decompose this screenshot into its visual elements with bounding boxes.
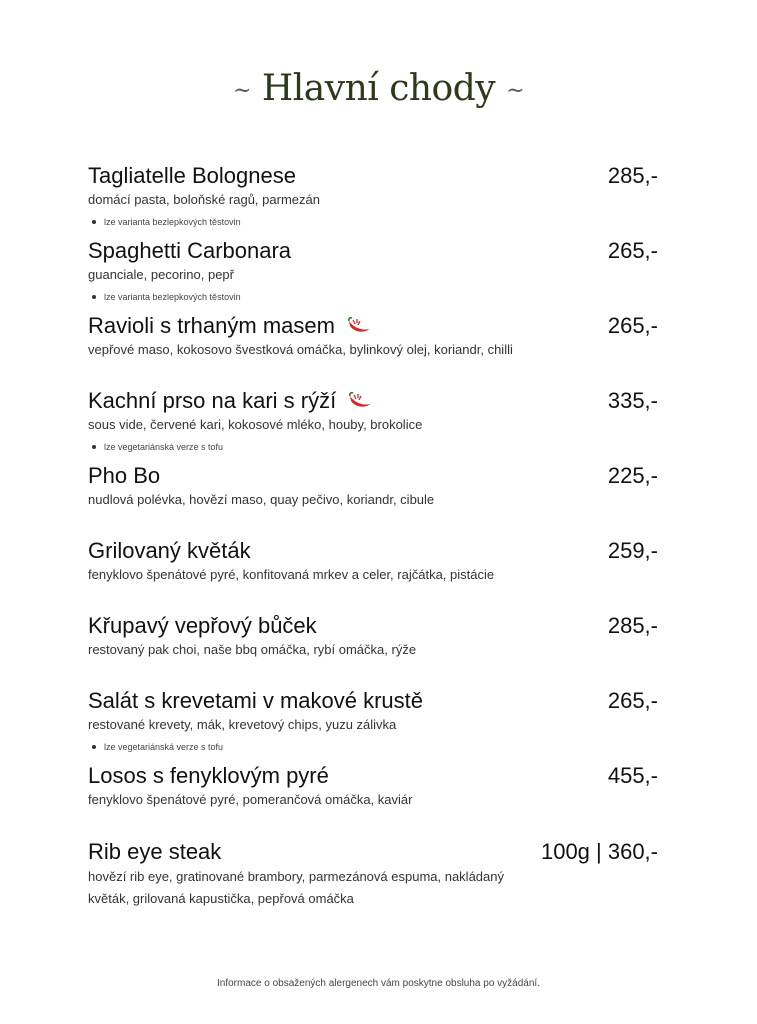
allergen-footer-note: Informace o obsažených alergenech vám poskytne obsluha po vyžádání. (217, 978, 540, 989)
item-price: 335,- (607, 388, 658, 413)
menu-item (88, 238, 658, 308)
bullet-icon (92, 295, 96, 299)
item-note-text: lze vegetariánská verze s tofu (104, 442, 224, 452)
bullet-icon (92, 445, 96, 449)
item-description: nudlová polévka, hovězí maso, quay pečivo, koriandr, cibule (88, 492, 435, 507)
chili-pepper-icon (346, 392, 372, 410)
menu-item (88, 613, 658, 673)
item-description-line: hovězí rib eye, gratinované brambory, parmezánová espuma, nakládaný (88, 869, 504, 884)
item-description: fenyklovo špenátové pyré, pomerančová omáčka, kaviár (88, 792, 413, 807)
menu-item (88, 688, 658, 758)
item-price: 259,- (607, 538, 658, 563)
item-name: Salát s krevetami v makové krustě (88, 688, 424, 713)
item-price: 265,- (607, 313, 658, 338)
item-name (88, 313, 371, 339)
item-price: 265,- (607, 688, 658, 713)
item-name: Spaghetti Carbonara (88, 238, 292, 263)
item-description: vepřové maso, kokosovo švestková omáčka, bylinkový olej, koriandr, chilli (88, 342, 513, 357)
item-note-text: lze varianta bezlepkových těstovin (104, 217, 241, 227)
item-note-text: lze varianta bezlepkových těstovin (104, 292, 241, 302)
item-name: Rib eye steak (88, 839, 222, 864)
item-note-text: lze vegetariánská verze s tofu (104, 742, 224, 752)
item-price: 100g | 360,- (540, 839, 658, 864)
item-description: domácí pasta, boloňské ragů, parmezán (88, 192, 320, 207)
item-name: Grilovaný květák (88, 538, 251, 563)
item-description: guanciale, pecorino, pepř (88, 267, 234, 282)
item-price: 225,- (607, 463, 658, 488)
menu-item (88, 388, 658, 458)
item-description: restované krevety, mák, krevetový chips, yuzu zálivka (88, 717, 397, 732)
item-name: Pho Bo (88, 463, 161, 488)
item-description (88, 866, 504, 910)
item-name: Křupavý vepřový bůček (88, 613, 317, 638)
item-description: restovaný pak choi, naše bbq omáčka, rybí omáčka, rýže (88, 642, 417, 657)
item-description: sous vide, červené kari, kokosové mléko, houby, brokolice (88, 417, 423, 432)
item-description: fenyklovo špenátové pyré, konfitovaná mrkev a celer, rajčátka, pistácie (88, 567, 495, 582)
item-description-line: květák, grilovaná kapustička, pepřová omáčka (88, 891, 354, 906)
item-name: Losos s fenyklovým pyré (88, 763, 329, 788)
bullet-icon (92, 220, 96, 224)
item-price: 455,- (607, 763, 658, 788)
chili-pepper-icon (345, 317, 371, 335)
menu-item (88, 839, 658, 919)
title-tilde-left: ~ (232, 78, 251, 104)
item-note (88, 216, 241, 228)
title-text: Hlavní chody (261, 68, 496, 109)
item-name: Tagliatelle Bolognese (88, 163, 296, 188)
item-price: 265,- (607, 238, 658, 263)
item-price: 285,- (607, 613, 658, 638)
menu-item (88, 163, 658, 233)
menu-item (88, 538, 658, 598)
item-note (88, 441, 223, 453)
title-tilde-right: ~ (506, 78, 525, 104)
item-name (88, 388, 372, 414)
bullet-icon (92, 745, 96, 749)
item-note (88, 741, 223, 753)
page-title (0, 68, 757, 109)
menu-item (88, 463, 658, 523)
menu-item (88, 763, 658, 823)
item-name-text: Ravioli s trhaným masem (88, 313, 335, 338)
item-price: 285,- (607, 163, 658, 188)
item-name-text: Kachní prso na kari s rýží (88, 388, 337, 413)
menu-item (88, 313, 658, 373)
item-note (88, 291, 241, 303)
